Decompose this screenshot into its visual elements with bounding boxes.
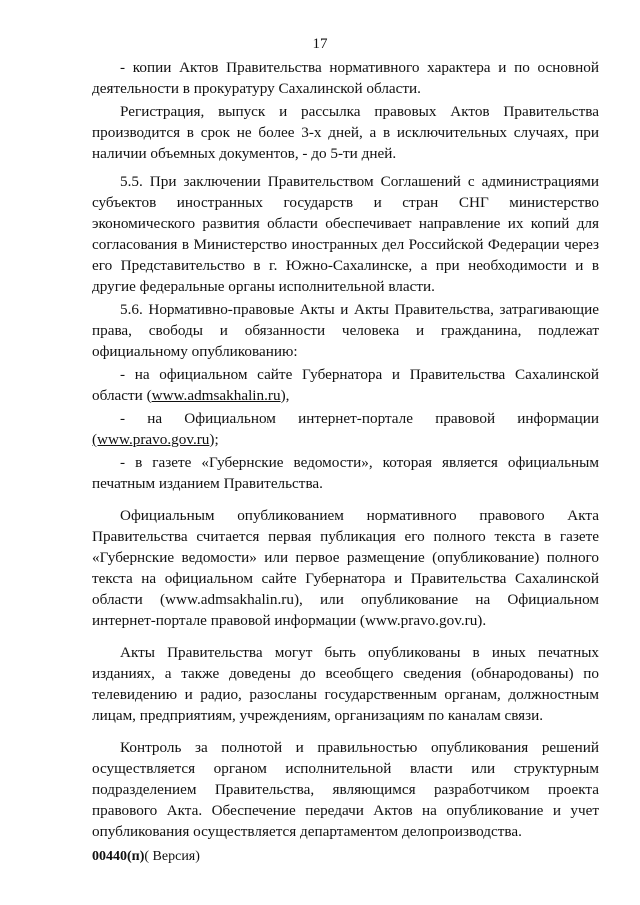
paragraph-prosecutor-copies: - копии Актов Правительства нормативного характера и по основной деятельности в прокуратуру Сахалинской области. [92, 59, 599, 97]
paragraph-official-site [92, 364, 599, 406]
page-number: 17 [312, 36, 328, 52]
paragraph-official-publication: Официальным опубликованием нормативного правового Акта Правительства считается первая публикация его полного текста в газете «Губернские ведомости» или первое размещение (опубликование) полного текста на официальном сайте Губернатора и Правительства Сахалинской области (www.admsakhalin.ru), или опубликование на Официальном интернет-портале правовой информации (www.pravo.gov.ru). [92, 507, 599, 629]
portal-word-3: интернет-портале [298, 410, 414, 427]
document-version: ( Версия) [144, 849, 200, 864]
paragraph-other-publication: Акты Правительства могут быть опубликованы в иных печатных изданиях, а также доведены до всеобщего сведения (обнародованы) по телевидению и радио, разосланы государственным органам, должностным лицам, предприятиям, учреждениям, организациям по каналам связи. [92, 644, 599, 724]
document-footer [92, 849, 200, 865]
portal-word-2: Официальном [184, 410, 276, 427]
pravo-link[interactable]: (www.pravo.gov.ru [92, 431, 210, 448]
portal-word-0: - [120, 410, 126, 427]
paragraph-newspaper: - в газете «Губернские ведомости», которая является официальным печатным изданием Правительства. [92, 454, 599, 492]
official-site-end: ), [280, 387, 290, 404]
paragraph-portal-link [92, 429, 599, 450]
portal-word-5: информации [517, 410, 599, 427]
document-code: 00440(п) [92, 849, 145, 864]
paragraph-control: Контроль за полнотой и правильностью опубликования решений осуществляется органом исполнительной власти или структурным подразделением Правительства, являющимся разработчиком проекта правового Акта. Обеспечение передачи Актов на опубликование и учет опубликования осуществляется департаментом делопроизводства. [92, 739, 599, 840]
paragraph-5-6: 5.6. Нормативно-правовые Акты и Акты Правительства, затрагивающие права, свободы и обязанности человека и гражданина, подлежат официальному опубликованию: [92, 301, 599, 360]
portal-word-4: правовой [435, 410, 496, 427]
official-site-text: - на официальном сайте Губернатора и Правительства Сахалинской области ( [92, 366, 599, 404]
paragraph-registration: Регистрация, выпуск и рассылка правовых Актов Правительства производится в срок не более 3-х дней, а в исключительных случаях, при наличии объемных документов, - до 5-ти дней. [92, 103, 599, 162]
document-body [92, 57, 599, 849]
admsakhalin-link[interactable]: www.admsakhalin.ru [151, 387, 281, 404]
paragraph-5-5: 5.5. При заключении Правительством Соглашений с администрациями субъектов иностранных государств и стран СНГ министерство экономического развития области обеспечивает направление их копий для согласования в Министерство иностранных дел Российской Федерации через его Представительство в г. Южно-Сахалинске, а при необходимости и в другие федеральные органы исполнительной власти. [92, 173, 599, 295]
portal-end: ); [209, 431, 219, 448]
portal-word-1: на [147, 410, 163, 427]
paragraph-portal-line [92, 408, 599, 429]
